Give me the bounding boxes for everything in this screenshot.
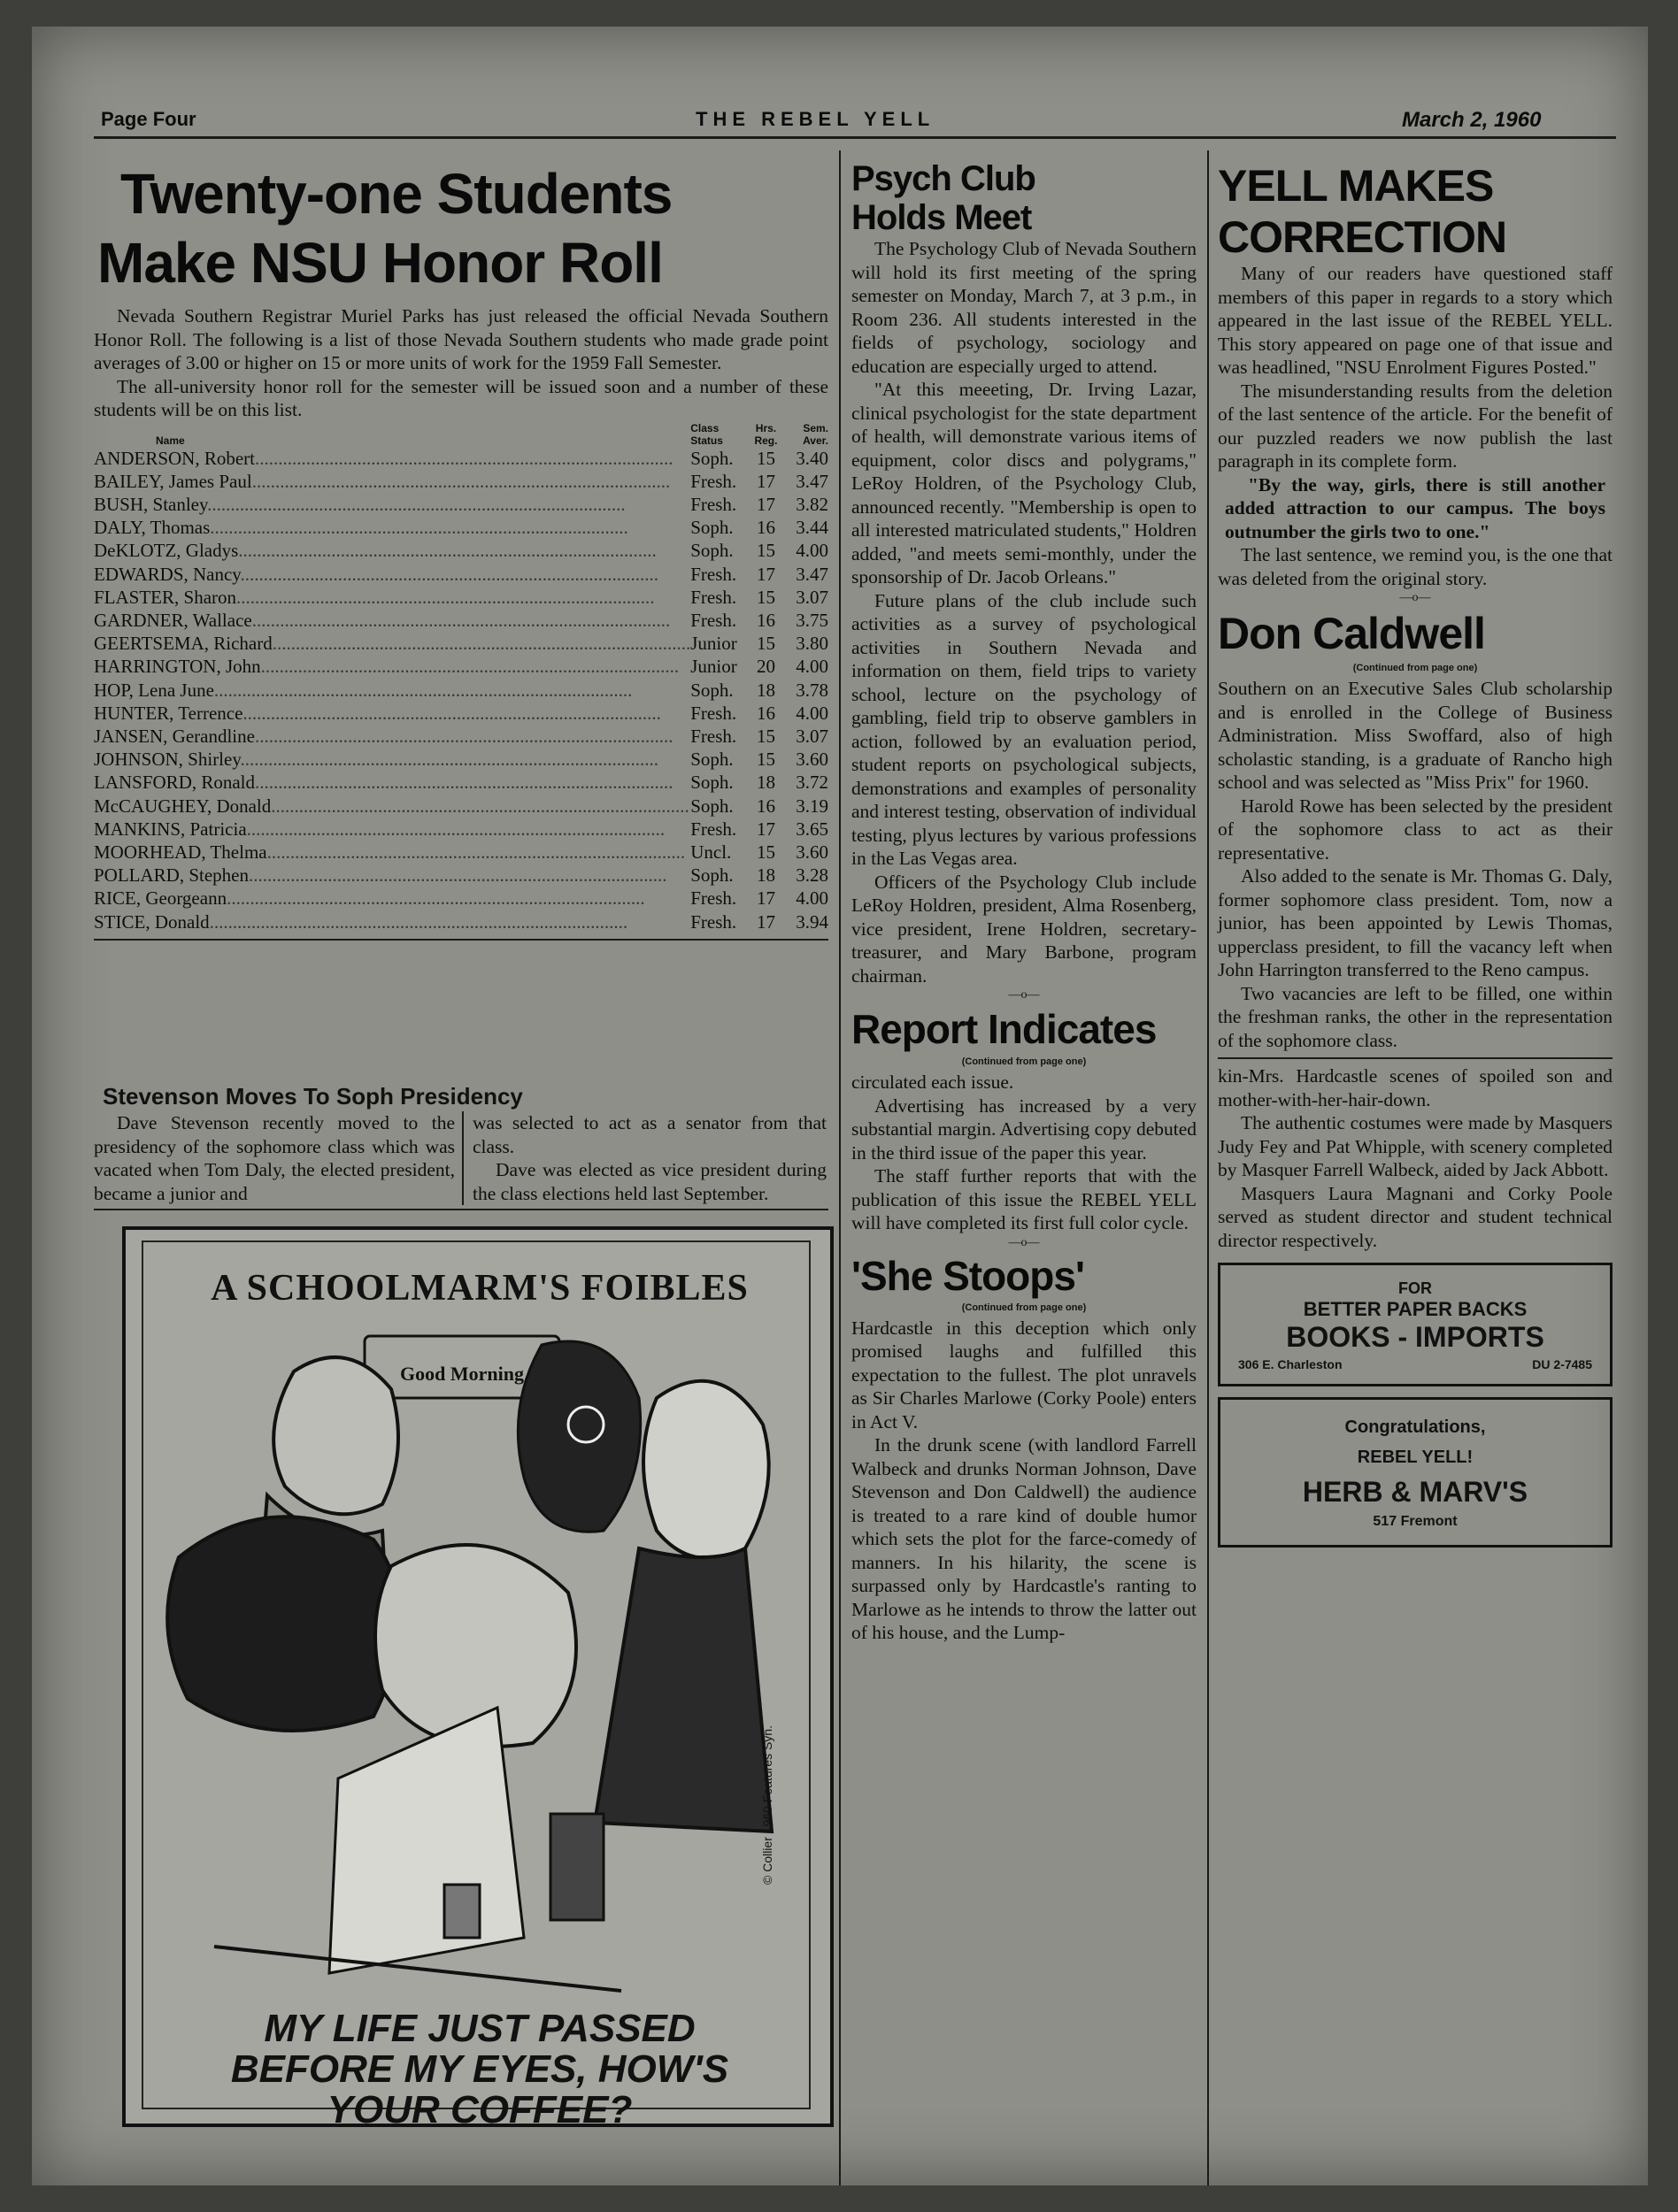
class-status-cell: Fresh. (690, 910, 737, 933)
average-cell: 3.60 (796, 749, 828, 771)
psych-p4: Officers of the Psychology Club include LeRoy Holdren, president, Alma Rosenberg, vice president, Irene Holdren, secretary-treasurer, and Mary Barbone, program chairman. (851, 871, 1197, 987)
report-continued: (Continued from page one) (961, 1056, 1087, 1067)
hours-cell: 16 (756, 795, 775, 817)
honor-roll-headline-2: Make NSU Honor Roll (97, 231, 663, 295)
she-stoops-cont-rule (1218, 1057, 1613, 1059)
psych-p1: The Psychology Club of Nevada Southern will hold its first meeting of the spring semester on Monday, March 7, at 3 p.m., in Room 236. All students interested in the fields of psychology, sociology and education are especially urged to attend. (851, 238, 1197, 377)
she-stoops-p3: kin-Mrs. Hardcastle scenes of spoiled son and mother-with-her-hair-down. (1218, 1065, 1613, 1110)
column-rule (839, 150, 841, 2185)
average-cell: 3.44 (796, 517, 828, 539)
psych-headline-1: Psych Club (851, 159, 1035, 198)
hours-cell: 17 (756, 563, 775, 585)
table-row (94, 771, 828, 794)
honor-roll-note: The all-university honor roll for the semester will be issued soon and a number of these students will be on this list. (94, 375, 828, 420)
student-name-cell: McCAUGHEY, Donald.......................................................................................... (94, 795, 689, 817)
cartoon-woman-body (595, 1548, 772, 1832)
stevenson-col-2 (464, 1111, 827, 1205)
cartoon-salt-shaker (444, 1885, 480, 1938)
table-row (94, 563, 828, 586)
she-stoops-continued: (Continued from page one) (961, 1302, 1087, 1313)
books-imports-ad (1218, 1263, 1613, 1386)
cartoon-man-2-head (167, 1517, 400, 1731)
col-average-header: Sem. Aver. (803, 421, 828, 447)
table-row (94, 702, 828, 725)
table-row (94, 539, 828, 562)
correction-p1: Many of our readers have questioned staff members of this paper in regards to a story which appeared in the last issue of the REBEL YELL. This story appeared on page one of that issue and was headlined, "NSU Enrolment Figures Posted." (1218, 263, 1613, 378)
books-ad-address: 306 E. Charleston (1238, 1357, 1343, 1371)
student-name-cell: GEERTSEMA, Richard.......................................................................................... (94, 633, 691, 655)
caldwell-p4: Two vacancies are left to be filled, one within the freshman ranks, the other in the representation of the sophomore class. (1218, 982, 1613, 1051)
student-name-cell: EDWARDS, Nancy.......................................................................................... (94, 563, 658, 585)
average-cell: 3.40 (796, 447, 828, 469)
hours-cell: 18 (756, 772, 775, 794)
average-cell: 3.07 (796, 586, 828, 608)
table-row (94, 609, 828, 632)
honor-roll-headline-1: Twenty-one Students (120, 162, 673, 226)
class-status-cell: Fresh. (690, 563, 737, 585)
hours-cell: 17 (756, 818, 775, 840)
correction-article (1218, 159, 1613, 590)
average-cell: 3.72 (796, 772, 828, 794)
student-name-cell: HUNTER, Terrence.......................................................................................... (94, 702, 661, 724)
report-p3: The staff further reports that with the publication of this issue the REBEL YELL will have completed its first full color cycle. (851, 1165, 1197, 1233)
honor-roll-table (94, 422, 828, 933)
average-cell: 3.28 (796, 864, 828, 887)
books-ad-line3: BOOKS - IMPORTS (1286, 1321, 1544, 1353)
student-name-cell: MANKINS, Patricia.......................................................................................... (94, 818, 666, 840)
separator: —o— (1008, 988, 1040, 1002)
report-p1: circulated each issue. (851, 1071, 1014, 1093)
class-status-cell: Soph. (690, 772, 734, 794)
she-stoops-article (851, 1251, 1197, 1645)
student-name-cell: MOORHEAD, Thelma.......................................................................................... (94, 841, 686, 863)
table-row (94, 447, 828, 470)
hours-cell: 17 (756, 470, 775, 492)
report-headline: Report Indicates (851, 1006, 1157, 1052)
hours-cell: 20 (756, 656, 775, 678)
books-ad-line1: FOR (1398, 1279, 1432, 1297)
class-status-cell: Fresh. (690, 586, 737, 608)
books-ad-phone: DU 2-7485 (1532, 1357, 1592, 1371)
average-cell: 3.65 (796, 818, 828, 840)
student-name-cell: LANSFORD, Ronald.......................................................................................... (94, 772, 674, 794)
page-number: Page Four (101, 108, 196, 130)
class-status-cell: Fresh. (690, 702, 737, 724)
table-row (94, 841, 828, 864)
hours-cell: 17 (756, 887, 775, 910)
average-cell: 3.47 (796, 470, 828, 492)
average-cell: 3.07 (796, 725, 828, 747)
cartoon-title: A SCHOOLMARM'S FOIBLES (211, 1268, 749, 1309)
class-status-cell: Fresh. (690, 725, 737, 747)
student-name-cell: POLLARD, Stephen.......................................................................................... (94, 864, 667, 887)
average-cell: 4.00 (796, 540, 828, 562)
psych-p2: "At this meeeting, Dr. Irving Lazar, clinical psychologist for the state department of health, will demonstrate various items of equipment, color discs and polygrams," LeRoy Holdren, of the Psychology Club, announced recently. "Membership is open to all interested matriculated students," Holdren added, "and meets semi-monthly, under the sponsorship of Dr. Jacob Orleans." (851, 379, 1197, 588)
herb-ad-line3: HERB & MARV'S (1302, 1476, 1528, 1508)
table-row (94, 795, 828, 818)
table-row (94, 748, 828, 771)
cartoon-caption: MY LIFE JUST PASSED BEFORE MY EYES, HOW'S YOUR COFFEE? (230, 2007, 729, 2131)
table-row (94, 725, 828, 748)
separator: —o— (1399, 591, 1431, 604)
table-row (94, 910, 828, 933)
correction-p4: The last sentence, we remind you, is the one that was deleted from the original story. (1218, 544, 1613, 589)
class-status-cell: Fresh. (690, 887, 737, 910)
class-status-cell: Soph. (690, 795, 734, 817)
average-cell: 3.78 (796, 679, 828, 701)
average-cell: 4.00 (796, 656, 828, 678)
class-status-cell: Soph. (690, 679, 734, 701)
hours-cell: 16 (756, 702, 775, 724)
caldwell-p2: Harold Rowe has been selected by the president of the sophomore class to act as their representative. (1218, 795, 1613, 864)
she-stoops-p1: Hardcastle in this deception which only promised laughs and fulfilled this expectation to the fullest. The plot unravels as Sir Charles Marlowe (Corky Poole) enters in Act V. (851, 1317, 1197, 1432)
hours-cell: 15 (756, 447, 775, 469)
average-cell: 4.00 (796, 887, 828, 910)
average-cell: 3.94 (796, 910, 828, 933)
student-name-cell: JOHNSON, Shirley.......................................................................................... (94, 749, 658, 771)
she-stoops-continuation (1218, 1064, 1613, 1252)
hours-cell: 16 (756, 517, 775, 539)
hours-cell: 16 (756, 609, 775, 631)
cartoon-sign-text: Good Morning (400, 1363, 524, 1385)
class-status-cell: Junior (690, 633, 737, 655)
average-cell: 3.75 (796, 609, 828, 631)
honor-roll-article (94, 159, 828, 941)
cartoon-teacher-head (273, 1357, 398, 1514)
stevenson-columns (94, 1111, 828, 1205)
separator: —o— (1008, 1235, 1040, 1249)
hours-cell: 18 (756, 864, 775, 887)
hours-cell: 15 (756, 586, 775, 608)
average-cell: 3.82 (796, 493, 828, 515)
report-p2: Advertising has increased by a very substantial margin. Advertising copy debuted in the third issue of the paper this year. (851, 1094, 1197, 1164)
class-status-cell: Soph. (690, 540, 734, 562)
stevenson-rule (94, 1209, 828, 1210)
student-name-cell: STICE, Donald.......................................................................................... (94, 910, 628, 933)
masthead-rule (94, 136, 1616, 139)
books-ad-contact (1229, 1354, 1601, 1371)
middle-column (851, 159, 1197, 1645)
student-name-cell: JANSEN, Gerandline.......................................................................................... (94, 725, 674, 747)
student-name-cell: BUSH, Stanley.......................................................................................... (94, 493, 626, 515)
stevenson-headline: Stevenson Moves To Soph Presidency (103, 1083, 523, 1110)
honor-roll-rule (94, 939, 828, 941)
caldwell-p3: Also added to the senate is Mr. Thomas G. Daly, former sophomore class president. Tom, now a junior, has been appointed by Lewis Thomas, upperclass president, to fill the vacancy left when John Harrington transferred to the Reno campus. (1218, 865, 1613, 980)
newspaper-page (32, 27, 1648, 2185)
table-row (94, 516, 828, 539)
class-status-cell: Junior (690, 656, 737, 678)
table-header-row (94, 422, 828, 447)
student-name-cell: BAILEY, James Paul.......................................................................................... (94, 470, 671, 492)
col-hours-header: Hrs. Reg. (754, 421, 778, 447)
hours-cell: 15 (756, 725, 775, 747)
correction-headline-1: YELL MAKES (1218, 161, 1494, 211)
student-name-cell: HARRINGTON, John.......................................................................................... (94, 656, 680, 678)
student-name-cell: FLASTER, Sharon.......................................................................................... (94, 586, 655, 608)
class-status-cell: Fresh. (690, 493, 737, 515)
col-class-header: Class Status (690, 421, 723, 447)
class-status-cell: Uncl. (690, 841, 732, 863)
report-article (851, 1003, 1197, 1235)
correction-headline-2: CORRECTION (1218, 212, 1507, 262)
she-stoops-p5: Masquers Laura Magnani and Corky Poole served as student director and student technical director respectively. (1218, 1182, 1613, 1251)
herb-ad-address: 517 Fremont (1373, 1514, 1458, 1529)
table-row (94, 887, 828, 910)
cartoon-credit: © Collier 1960 Features Syn. (760, 1725, 774, 1885)
student-name-cell: ANDERSON, Robert.......................................................................................... (94, 447, 674, 469)
class-status-cell: Fresh. (690, 609, 737, 631)
class-status-cell: Fresh. (690, 818, 737, 840)
books-ad-line2: BETTER PAPER BACKS (1303, 1298, 1528, 1320)
average-cell: 3.60 (796, 841, 828, 863)
hours-cell: 15 (756, 749, 775, 771)
table-row (94, 586, 828, 609)
cartoon-man-head (518, 1341, 640, 1532)
herb-ad-line1: Congratulations, (1344, 1417, 1486, 1437)
right-column (1218, 159, 1613, 1548)
average-cell: 3.19 (796, 795, 828, 817)
hours-cell: 15 (756, 540, 775, 562)
hours-cell: 15 (756, 633, 775, 655)
cartoon-illustration (161, 1318, 795, 2000)
cartoon-sugar-jar (550, 1814, 604, 1920)
col-name-header: Name (156, 434, 185, 447)
cartoon-panel (122, 1226, 834, 2131)
caldwell-p1: Southern on an Executive Sales Club scholarship and is enrolled in the College of Business Administration. Miss Swoffard, also of high scholastic standing, is a graduate of Rancho high school and was selected as "Miss Prix" for 1960. (1218, 678, 1613, 793)
table-row (94, 679, 828, 702)
table-row (94, 470, 828, 493)
student-name-cell: HOP, Lena June.......................................................................................... (94, 679, 633, 701)
cartoon-papers (329, 1708, 524, 1973)
issue-date: March 2, 1960 (1402, 108, 1542, 132)
psych-club-article (851, 159, 1197, 987)
hours-cell: 18 (756, 679, 775, 701)
caldwell-article (1218, 606, 1613, 1052)
hours-cell: 15 (756, 841, 775, 863)
student-name-cell: GARDNER, Wallace.......................................................................................... (94, 609, 671, 631)
psych-headline-2: Holds Meet (851, 198, 1032, 237)
she-stoops-headline: 'She Stoops' (851, 1252, 1084, 1299)
stevenson-article (94, 1081, 828, 1210)
caldwell-headline: Don Caldwell (1218, 609, 1485, 658)
herb-ad-line2: REBEL YELL! (1357, 1448, 1474, 1467)
column-rule (1207, 150, 1209, 2185)
average-cell: 4.00 (796, 702, 828, 724)
cartoon-woman-head (643, 1381, 769, 1558)
herb-marvs-ad (1218, 1397, 1613, 1548)
psych-p3: Future plans of the club include such activities as a survey of psychological activities in Southern Nevada and information on them, field trips to variety school, lecture on the psychology of gambling, field trip to observe gamblers in action, followed by an evaluation period, student reports on psychological subjects, demonstrations and examples of personality and interest testing, observation of individual testing, plyus lectures by various professions in the Las Vegas area. (851, 589, 1197, 869)
student-name-cell: DeKLOTZ, Gladys.......................................................................................... (94, 540, 657, 562)
student-name-cell: DALY, Thomas.......................................................................................... (94, 517, 628, 539)
table-row (94, 493, 828, 516)
hours-cell: 17 (756, 910, 775, 933)
table-row (94, 655, 828, 678)
table-row (94, 864, 828, 887)
class-status-cell: Soph. (690, 517, 734, 539)
paper-name: THE REBEL YELL (696, 108, 935, 130)
class-status-cell: Fresh. (690, 470, 737, 492)
honor-roll-intro: Nevada Southern Registrar Muriel Parks has just released the official Nevada Southern Honor Roll. The following is a list of those Nevada Southern students who made grade point averages of 3.00 or higher on 15 or more units of work for the 1959 Fall Semester. (94, 305, 828, 373)
average-cell: 3.47 (796, 563, 828, 585)
stevenson-col-1: Dave Stevenson recently moved to the presidency of the sophomore class which was vacated when Tom Daly, the elected president, became a junior and (94, 1111, 464, 1205)
correction-p3: "By the way, girls, there is still another added attraction to our campus. The boys outnumber the girls two to one." (1225, 473, 1605, 542)
she-stoops-p4: The authentic costumes were made by Masquers Judy Fey and Pat Whipple, with scenery completed by Masquer Farrell Walbeck, aided by Jack Abbott. (1218, 1112, 1613, 1180)
class-status-cell: Soph. (690, 749, 734, 771)
honor-roll-rows (94, 447, 828, 933)
hours-cell: 17 (756, 493, 775, 515)
student-name-cell: RICE, Georgeann.......................................................................................... (94, 887, 645, 910)
class-status-cell: Soph. (690, 864, 734, 887)
table-row (94, 632, 828, 655)
correction-p2: The misunderstanding results from the deletion of the last sentence of the article. For the benefit of our puzzled readers we now publish the last paragraph in its complete form. (1218, 380, 1613, 472)
stevenson-col-2b: Dave was elected as vice president during the class elections held last September. (473, 1159, 827, 1204)
table-row (94, 818, 828, 841)
she-stoops-p2: In the drunk scene (with landlord Farrell Walbeck and drunks Norman Johnson, Dave Stevenson and Don Caldwell) the audience is treated to a rare kind of double humor which sets the plot for the farce-comedy of manners. In his hilarity, the scene is surpassed only by Hardcastle's ranting to Marlowe as he intends to throw the latter out of his house, and the Lump- (851, 1434, 1197, 1643)
class-status-cell: Soph. (690, 447, 734, 469)
average-cell: 3.80 (796, 633, 828, 655)
caldwell-continued: (Continued from page one) (1352, 663, 1478, 673)
stevenson-col-2a: was selected to act as a senator from that class. (473, 1112, 827, 1157)
